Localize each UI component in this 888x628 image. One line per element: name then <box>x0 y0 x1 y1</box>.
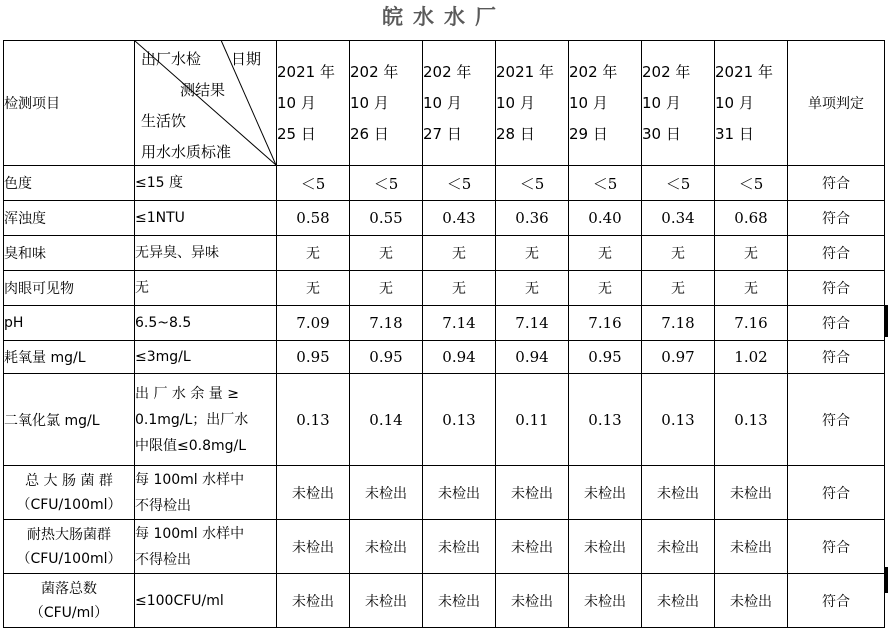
row-value: 无 <box>642 271 715 306</box>
row-value: 0.43 <box>423 201 496 236</box>
row-value: 无 <box>569 271 642 306</box>
row-value: ＜5 <box>642 166 715 201</box>
diag-label-date: 日期 <box>231 50 262 68</box>
row-item-name: 耐热大肠菌群 （CFU/100ml） <box>4 520 135 574</box>
table-row <box>4 236 885 271</box>
row-standard: 出 厂 水 余 量 ≥ 0.1mg/L；出厂水 中限值≤0.8mg/L <box>135 374 277 466</box>
row-value: ＜5 <box>496 166 569 201</box>
table-row <box>4 201 885 236</box>
date-col-4: 2021 年 10 月 28 日 <box>496 41 569 166</box>
water-quality-table <box>3 40 885 628</box>
row-verdict: 符合 <box>788 166 885 201</box>
row-value: 未检出 <box>496 466 569 520</box>
row-verdict: 符合 <box>788 271 885 306</box>
row-item-name: 总 大 肠 菌 群 （CFU/100ml） <box>4 466 135 520</box>
row-value: 无 <box>642 236 715 271</box>
row-value: ＜5 <box>350 166 423 201</box>
row-verdict: 符合 <box>788 201 885 236</box>
row-value: 0.13 <box>569 374 642 466</box>
row-value: 未检出 <box>642 574 715 628</box>
row-value: 无 <box>496 236 569 271</box>
row-value: 0.95 <box>350 341 423 374</box>
row-value: 0.13 <box>277 374 350 466</box>
table-row <box>4 374 885 466</box>
table-row <box>4 520 885 574</box>
row-item-name: 耗氧量 mg/L <box>4 341 135 374</box>
table-row <box>4 466 885 520</box>
row-value: ＜5 <box>423 166 496 201</box>
row-value: 无 <box>350 236 423 271</box>
row-value: 未检出 <box>423 574 496 628</box>
row-value: 无 <box>715 271 788 306</box>
date-col-1: 2021 年 10 月 25 日 <box>277 41 350 166</box>
row-standard: 无 <box>135 271 277 306</box>
header-diagonal-cell <box>135 41 277 166</box>
row-item-name: 浑浊度 <box>4 201 135 236</box>
row-verdict: 符合 <box>788 466 885 520</box>
row-value: 0.14 <box>350 374 423 466</box>
row-standard: ≤3mg/L <box>135 341 277 374</box>
row-item-name: 色度 <box>4 166 135 201</box>
data-rows <box>4 166 885 628</box>
header-item-label: 检测项目 <box>4 41 135 166</box>
row-value: 0.13 <box>642 374 715 466</box>
row-value: 未检出 <box>642 520 715 574</box>
row-value: 未检出 <box>423 520 496 574</box>
row-value: 0.13 <box>423 374 496 466</box>
row-verdict: 符合 <box>788 374 885 466</box>
header-row <box>4 41 885 166</box>
row-value: 未检出 <box>715 574 788 628</box>
row-value: 无 <box>715 236 788 271</box>
row-value: 0.68 <box>715 201 788 236</box>
date-col-5: 202 年 10 月 29 日 <box>569 41 642 166</box>
row-value: ＜5 <box>569 166 642 201</box>
table-row <box>4 306 885 341</box>
row-value: 0.94 <box>496 341 569 374</box>
date-col-6: 202 年 10 月 30 日 <box>642 41 715 166</box>
date-col-7: 2021 年 10 月 31 日 <box>715 41 788 166</box>
row-value: 未检出 <box>642 466 715 520</box>
row-verdict: 符合 <box>788 306 885 341</box>
row-value: 0.36 <box>496 201 569 236</box>
row-value: 7.18 <box>350 306 423 341</box>
row-value: 未检出 <box>350 466 423 520</box>
row-value: 未检出 <box>569 574 642 628</box>
row-value: 无 <box>277 236 350 271</box>
row-item-name: 二氧化氯 mg/L <box>4 374 135 466</box>
row-value: ＜5 <box>715 166 788 201</box>
row-standard: 每 100ml 水样中 不得检出 <box>135 466 277 520</box>
row-value: 0.58 <box>277 201 350 236</box>
row-verdict: 符合 <box>788 520 885 574</box>
row-value: 未检出 <box>496 520 569 574</box>
row-standard: 每 100ml 水样中 不得检出 <box>135 520 277 574</box>
row-value: 未检出 <box>350 574 423 628</box>
row-value: 7.14 <box>423 306 496 341</box>
diag-label-top-left: 出厂水检 <box>141 50 202 68</box>
row-value: 未检出 <box>569 520 642 574</box>
page-title: 皖水水厂 <box>382 4 506 29</box>
row-value: 未检出 <box>277 466 350 520</box>
row-value: 0.34 <box>642 201 715 236</box>
diag-label-mid: 测结果 <box>180 81 226 99</box>
row-value: 未检出 <box>715 466 788 520</box>
row-value: 未检出 <box>277 574 350 628</box>
row-value: 无 <box>350 271 423 306</box>
row-value: 0.95 <box>277 341 350 374</box>
row-verdict: 符合 <box>788 236 885 271</box>
row-value: 0.40 <box>569 201 642 236</box>
row-value: 未检出 <box>496 574 569 628</box>
row-value: 未检出 <box>569 466 642 520</box>
table-row <box>4 574 885 628</box>
row-value: 未检出 <box>350 520 423 574</box>
row-value: 无 <box>423 236 496 271</box>
row-value: 0.94 <box>423 341 496 374</box>
row-value: 0.95 <box>569 341 642 374</box>
row-value: 未检出 <box>715 520 788 574</box>
row-verdict: 符合 <box>788 574 885 628</box>
row-item-name: 菌落总数 （CFU/ml） <box>4 574 135 628</box>
row-value: 7.09 <box>277 306 350 341</box>
row-value: 7.16 <box>715 306 788 341</box>
header-verdict-label: 单项判定 <box>788 41 885 166</box>
row-item-name: 臭和味 <box>4 236 135 271</box>
row-value: ＜5 <box>277 166 350 201</box>
row-value: 无 <box>569 236 642 271</box>
row-standard: ≤1NTU <box>135 201 277 236</box>
row-value: 7.16 <box>569 306 642 341</box>
row-value: 无 <box>496 271 569 306</box>
table-row <box>4 271 885 306</box>
row-value: 无 <box>423 271 496 306</box>
row-value: 0.11 <box>496 374 569 466</box>
row-standard: ≤100CFU/ml <box>135 574 277 628</box>
row-value: 0.97 <box>642 341 715 374</box>
row-standard: ≤15 度 <box>135 166 277 201</box>
date-col-2: 202 年 10 月 26 日 <box>350 41 423 166</box>
row-value: 7.18 <box>642 306 715 341</box>
row-verdict: 符合 <box>788 341 885 374</box>
row-value: 7.14 <box>496 306 569 341</box>
row-value: 无 <box>277 271 350 306</box>
table-row <box>4 166 885 201</box>
row-value: 0.55 <box>350 201 423 236</box>
row-value: 未检出 <box>423 466 496 520</box>
row-value: 1.02 <box>715 341 788 374</box>
diag-label-bottom1: 生活饮 <box>141 112 187 130</box>
table-row <box>4 341 885 374</box>
row-standard: 6.5~8.5 <box>135 306 277 341</box>
row-item-name: pH <box>4 306 135 341</box>
row-value: 0.13 <box>715 374 788 466</box>
row-standard: 无异臭、异味 <box>135 236 277 271</box>
date-col-3: 202 年 10 月 27 日 <box>423 41 496 166</box>
row-item-name: 肉眼可见物 <box>4 271 135 306</box>
row-value: 未检出 <box>277 520 350 574</box>
diag-label-bottom2: 用水水质标准 <box>141 143 232 161</box>
